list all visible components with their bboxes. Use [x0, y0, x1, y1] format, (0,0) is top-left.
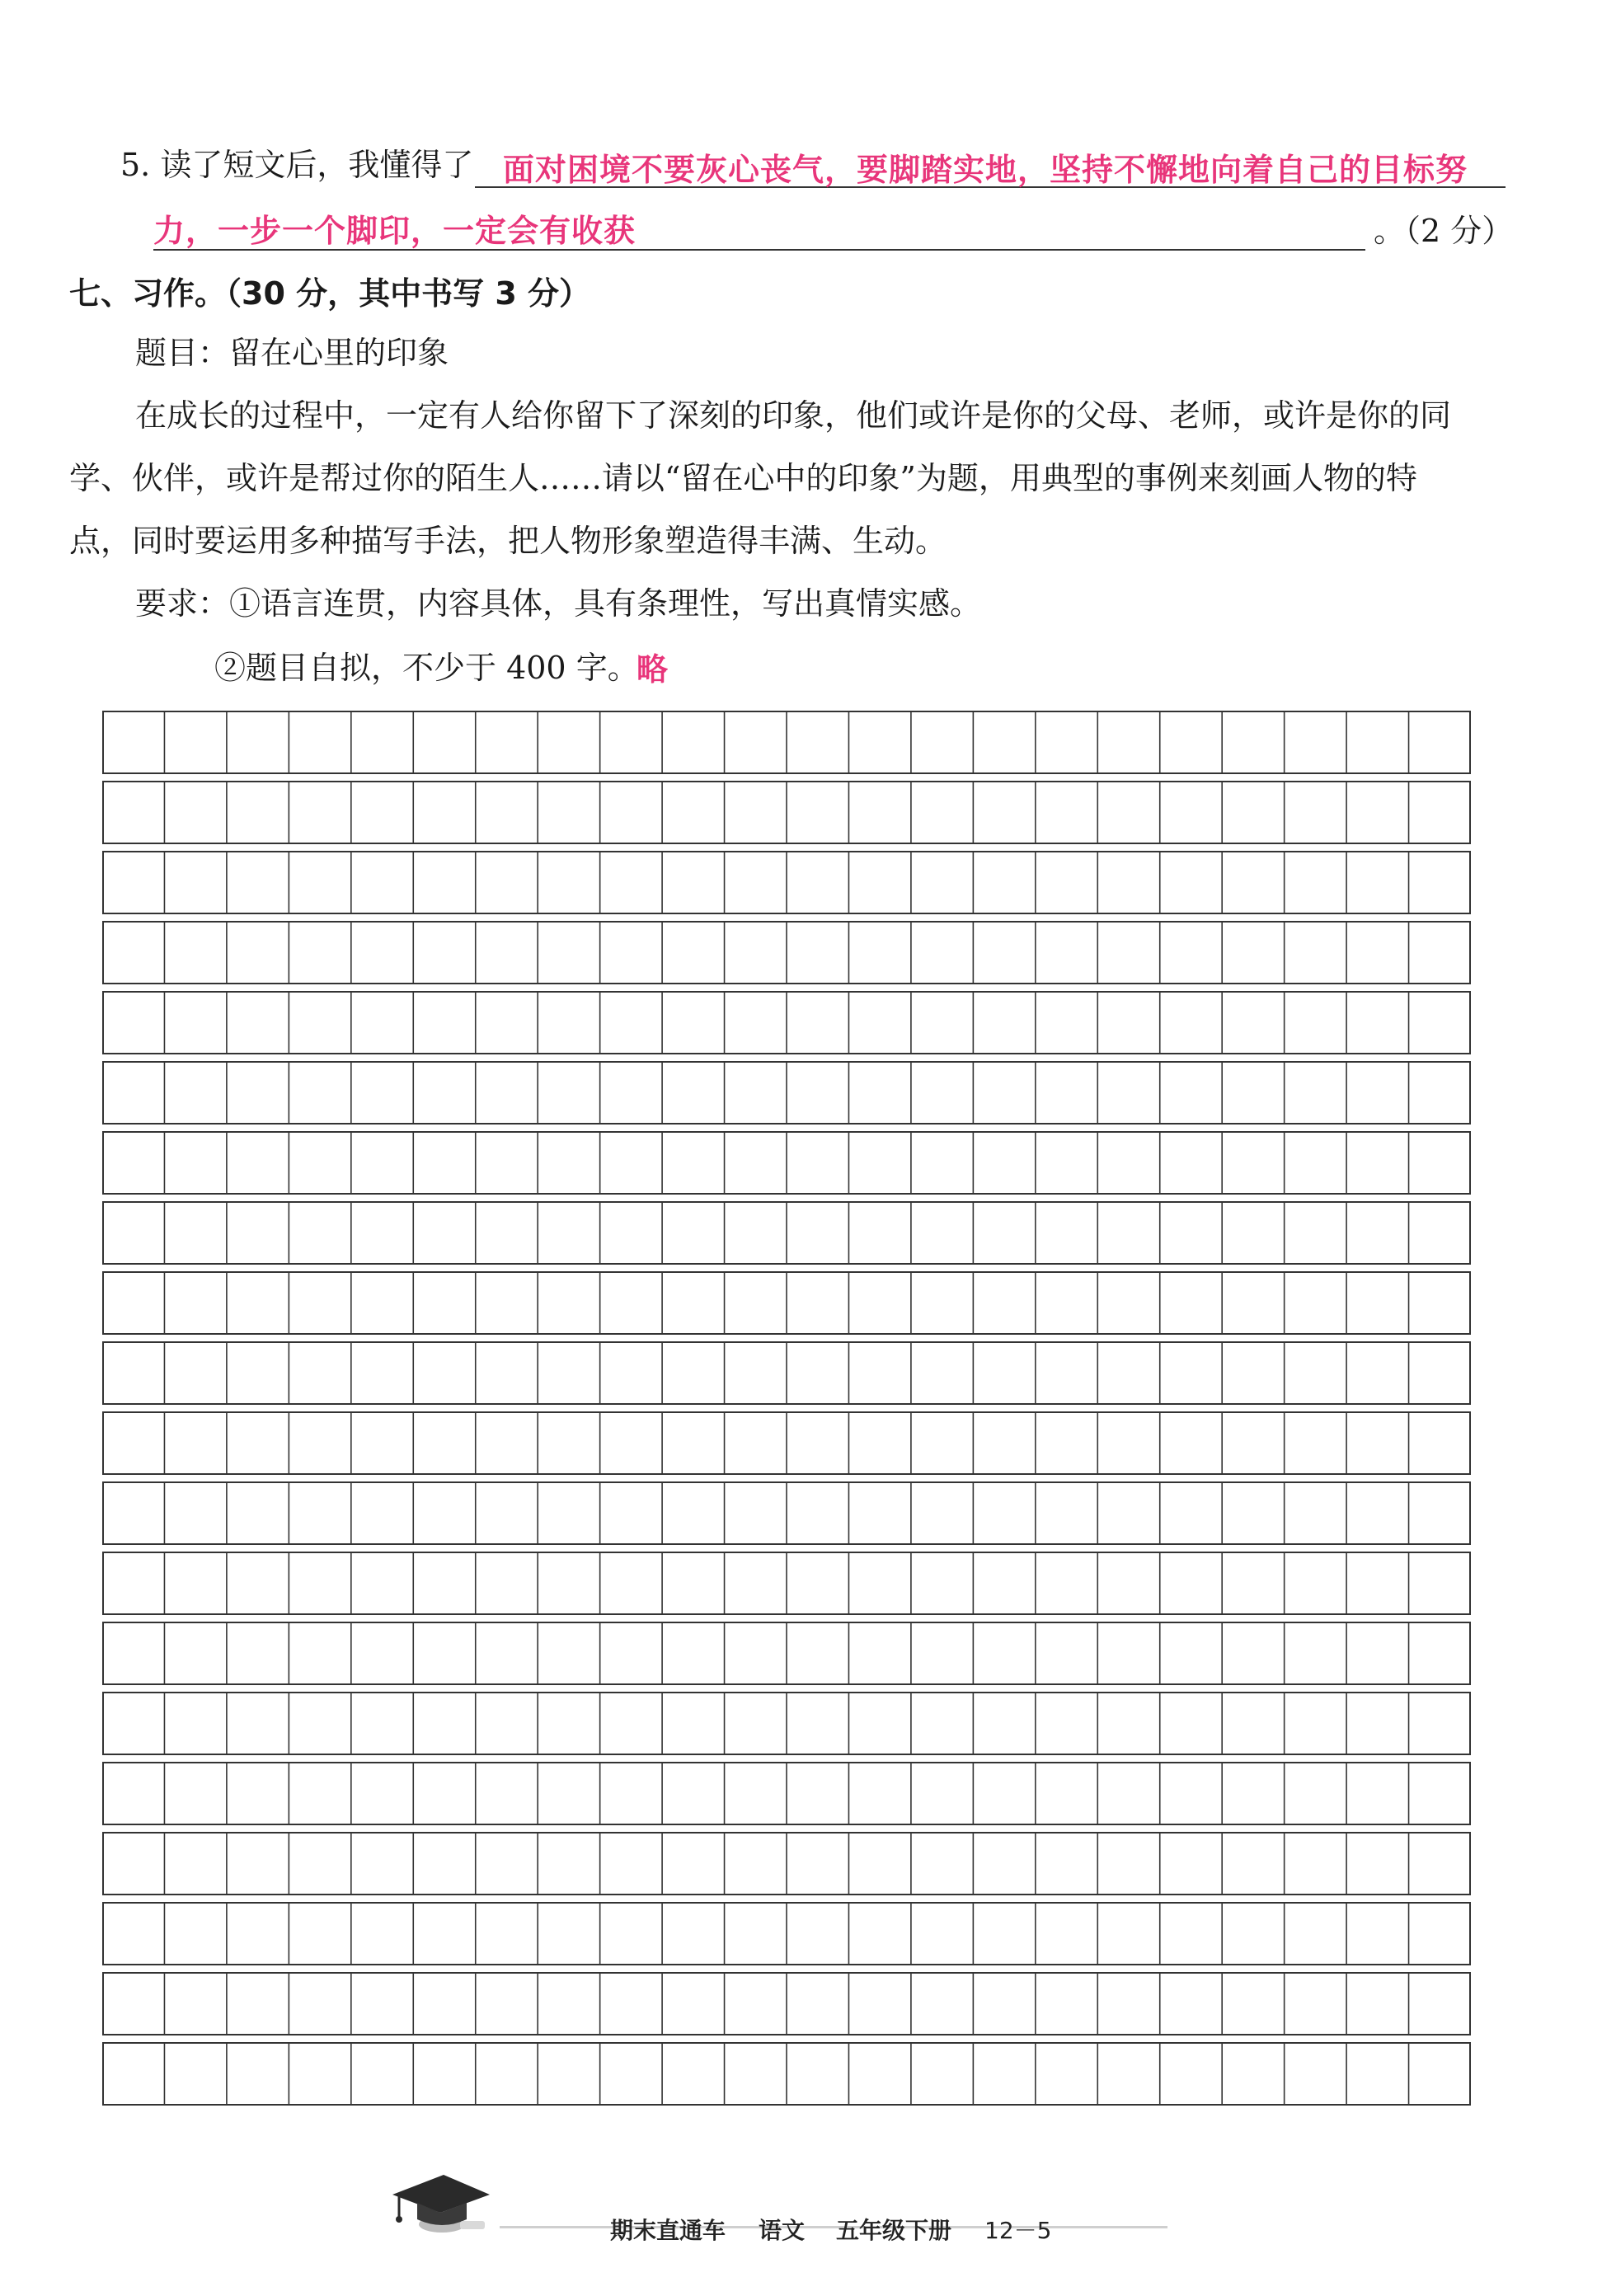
prompt-line-1: 在成长的过程中，一定有人给你留下了深刻的印象，他们或许是你的父母、老师，或许是你的同 — [135, 397, 1452, 434]
q5-answer-line-1: 面对困境不要灰心丧气，要脚踏实地，坚持不懈地向着自己的目标努 — [503, 152, 1468, 188]
footer-page-number: 12－5 — [984, 2217, 1052, 2244]
grid-row[interactable] — [103, 1062, 1470, 1124]
footer-brand: 期末直通车 — [610, 2217, 726, 2244]
graduation-cap-icon — [384, 2167, 491, 2241]
grid-row[interactable] — [103, 1482, 1470, 1544]
grid-row[interactable] — [103, 1132, 1470, 1194]
grid-row[interactable] — [103, 1973, 1470, 2035]
q5-answer-line-2: 力，一步一个脚印，一定会有收获 — [153, 213, 637, 249]
grid-row[interactable] — [103, 711, 1470, 773]
footer-rule — [500, 2226, 1167, 2228]
grid-row[interactable] — [103, 1552, 1470, 1614]
grid-row[interactable] — [103, 992, 1470, 1054]
q5-answer-underline-2 — [153, 249, 1365, 251]
grid-row[interactable] — [103, 1903, 1470, 1965]
footer-subject: 语文 — [759, 2217, 806, 2244]
writing-grid[interactable] — [102, 711, 1471, 2106]
footer-grade: 五年级下册 — [836, 2217, 952, 2244]
prompt-line-3: 点，同时要运用多种描写手法，把人物形象塑造得丰满、生动。 — [69, 523, 947, 559]
grid-row[interactable] — [103, 782, 1470, 843]
grid-row[interactable] — [103, 1272, 1470, 1334]
requirement-1: 要求：①语言连贯，内容具体，具有条理性，写出真情实感。 — [135, 585, 982, 622]
q5-prefix: 5. 读了短文后，我懂得了 — [120, 147, 474, 183]
q5-suffix: 。（2 分） — [1374, 213, 1514, 249]
essay-topic: 题目：留在心里的印象 — [135, 335, 449, 371]
grid-row[interactable] — [103, 1622, 1470, 1684]
grid-row[interactable] — [103, 1412, 1470, 1474]
grid-row[interactable] — [103, 922, 1470, 984]
grid-row[interactable] — [103, 1763, 1470, 1824]
requirement-2: ②题目自拟，不少于 400 字。 — [214, 650, 639, 686]
grid-row[interactable] — [103, 852, 1470, 913]
section-7-title: 七、习作。（30 分，其中书写 3 分） — [69, 275, 591, 312]
grid-row[interactable] — [103, 1342, 1470, 1404]
grid-row[interactable] — [103, 2043, 1470, 2105]
essay-answer: 略 — [637, 651, 669, 688]
grid-row[interactable] — [103, 1833, 1470, 1895]
prompt-line-2: 学、伙伴，或许是帮过你的陌生人……请以“留在心中的印象”为题，用典型的事例来刻画人物的特 — [69, 460, 1417, 496]
grid-row[interactable] — [103, 1202, 1470, 1264]
grid-row[interactable] — [103, 1693, 1470, 1754]
